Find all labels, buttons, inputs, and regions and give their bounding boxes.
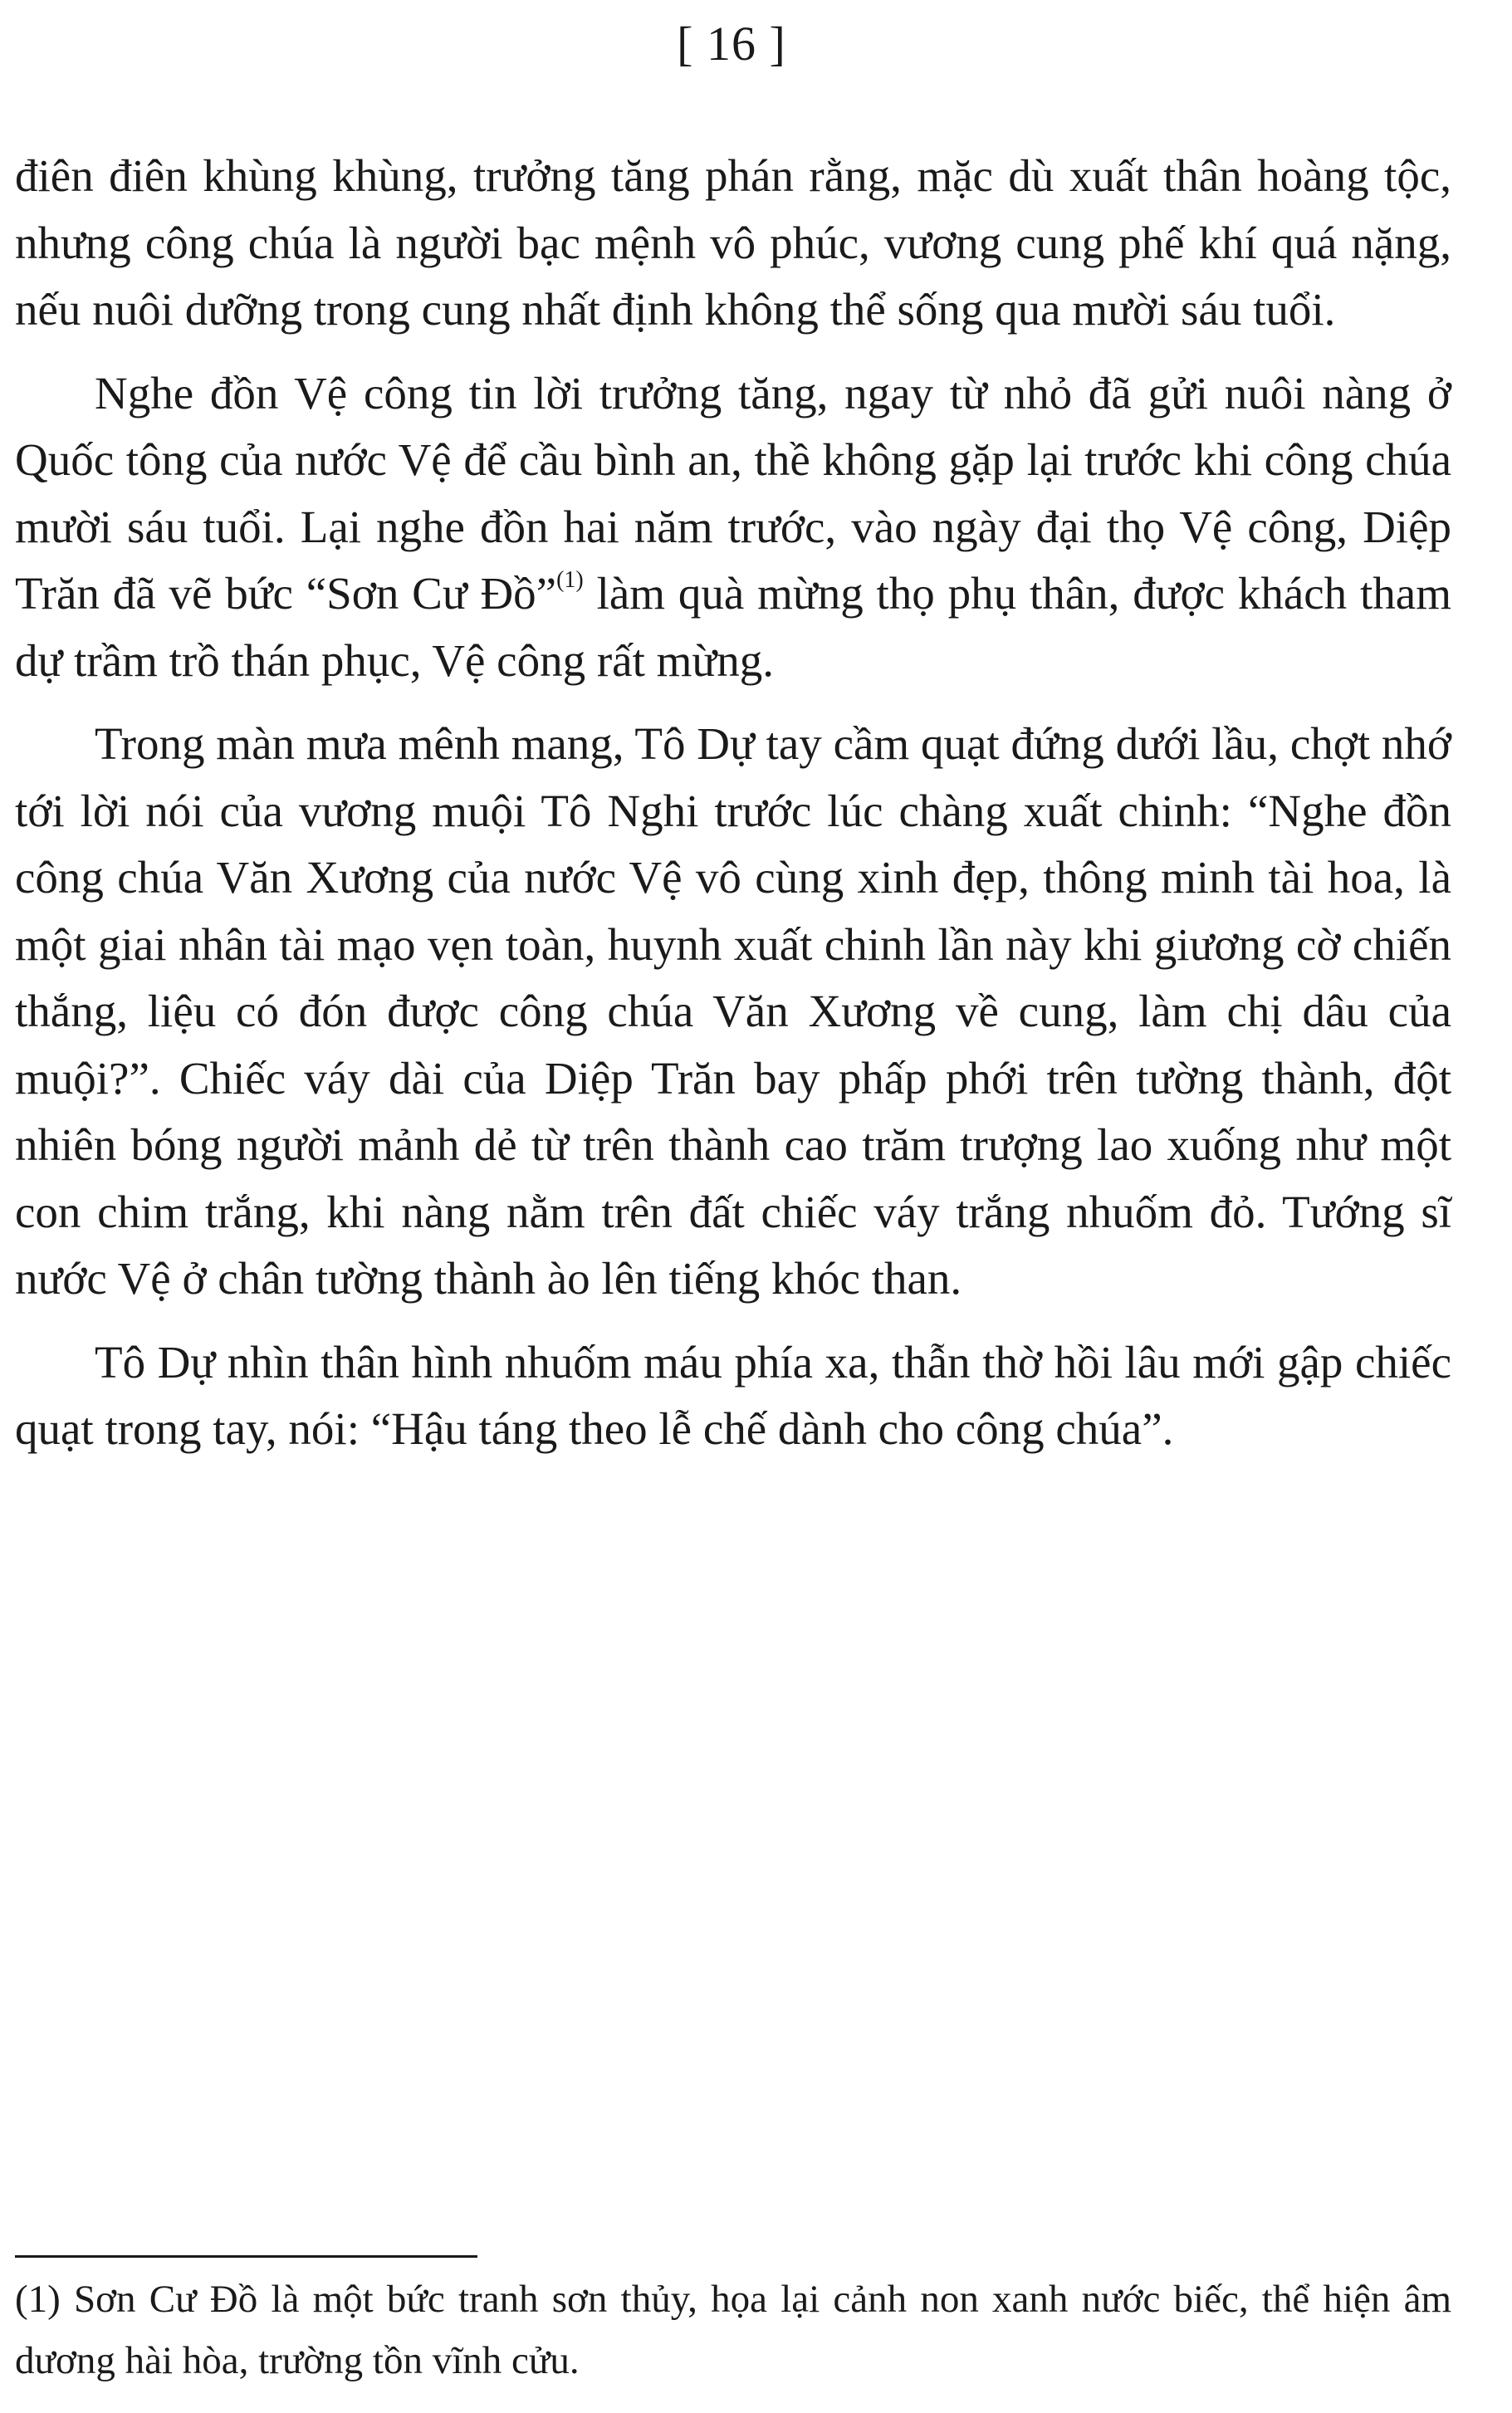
paragraph-1: điên điên khùng khùng, trưởng tăng phán rằng, mặc dù xuất thân hoàng tộc, nhưng công chúa là người bạc mệnh vô phúc, vương cung phế khí quá nặng, nếu nuôi dưỡng trong cung nhất định không thể sống qua mười sáu tuổi. bbox=[15, 150, 1451, 335]
paragraph-2-text-continued: làm quà mừng thọ phụ thân, được khách tham dự trầm trồ thán phục, Vệ công rất mừng. bbox=[15, 568, 1451, 686]
page-number: [ 16 ] bbox=[677, 17, 786, 71]
footnote: (1) Sơn Cư Đồ là một bức tranh sơn thủy, họa lại cảnh non xanh nước biếc, thể hiện âm dương hài hòa, trường tồn vĩnh cửu. bbox=[15, 2278, 1451, 2382]
footnote-divider bbox=[15, 2255, 477, 2258]
paragraph-3: Trong màn mưa mênh mang, Tô Dự tay cầm quạt đứng dưới lầu, chợt nhớ tới lời nói của vương muội Tô Nghi trước lúc chàng xuất chinh: “Nghe đồn công chúa Văn Xương của nước Vệ vô cùng xinh đẹp, thông minh tài hoa, là một giai nhân tài mạo vẹn toàn, huynh xuất chinh lần này khi giương cờ chiến thắng, liệu có đón được công chúa Văn Xương về cung, làm chị dâu của muội?”. Chiếc váy dài của Diệp Trăn bay phấp phới trên tường thành, đột nhiên bóng người mảnh dẻ từ trên thành cao trăm trượng lao xuống như một con chim trắng, khi nàng nằm trên đất chiếc váy trắng nhuốm đỏ. Tướng sĩ nước Vệ ở chân tường thành ào lên tiếng khóc than. bbox=[15, 718, 1451, 1304]
footnote-reference: (1) bbox=[556, 567, 584, 593]
paragraph-2-text: Nghe đồn Vệ công tin lời trưởng tăng, ngay từ nhỏ đã gửi nuôi nàng ở Quốc tông của nước Vệ để cầu bình an, thề không gặp lại trước khi công chúa mười sáu tuổi. Lại nghe đồn hai năm trước, vào ngày đại thọ Vệ công, Diệp Trăn đã vẽ bức “Sơn Cư Đồ” bbox=[15, 367, 1451, 619]
body-text bbox=[15, 143, 1451, 1480]
paragraph-4: Tô Dự nhìn thân hình nhuốm máu phía xa, thẫn thờ hồi lâu mới gập chiếc quạt trong tay, nói: “Hậu táng theo lễ chế dành cho công chúa”. bbox=[15, 1336, 1451, 1454]
paragraph-2 bbox=[15, 360, 1451, 695]
